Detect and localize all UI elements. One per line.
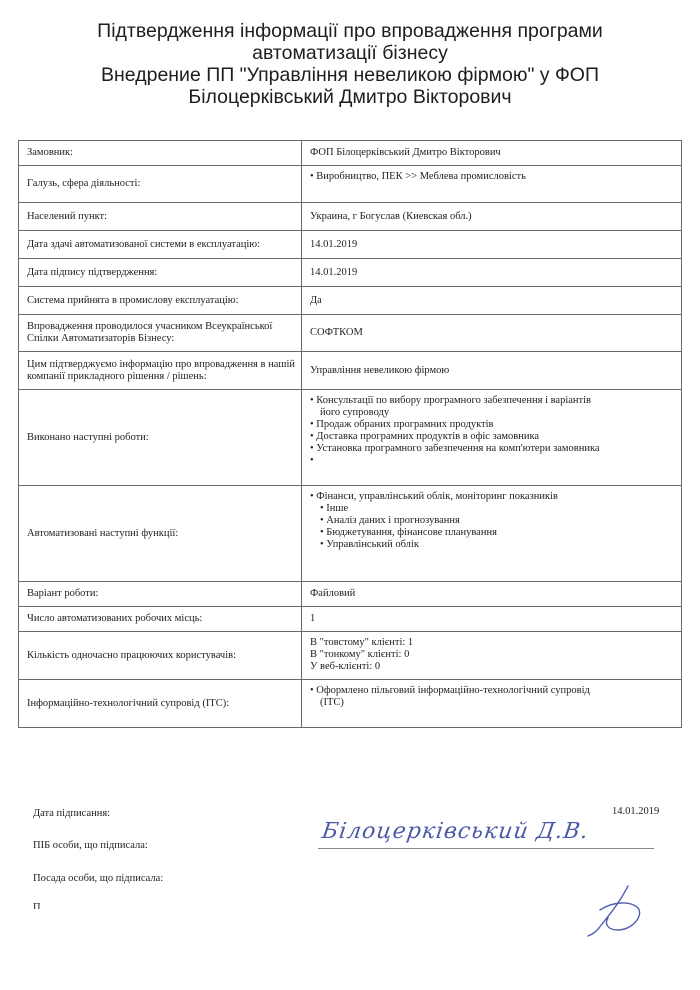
row-value: • Виробництво, ПЕК >> Меблева промисловість [302, 166, 682, 203]
title-line-4: Білоцерківський Дмитро Вікторович [188, 86, 512, 108]
row-value: • Фінанси, управлінський облік, моніторинг показників • Інше • Аналіз даних і прогнозування • Бюджетування, фінансове планування • Управлінський облік [302, 486, 682, 582]
table-row [19, 259, 682, 287]
cut-off-label: П [33, 902, 41, 909]
row-label: Галузь, сфера діяльності: [19, 166, 302, 203]
row-label: Замовник: [19, 141, 302, 166]
row-label: Варіант роботи: [19, 582, 302, 607]
table-row [19, 582, 682, 607]
row-value: Да [302, 287, 682, 315]
row-value: ФОП Білоцерківський Дмитро Вікторович [302, 141, 682, 166]
row-value: СОФТКОМ [302, 315, 682, 352]
row-label: Інформаційно-технологічний супровід (ІТС): [19, 680, 302, 728]
table-row [19, 315, 682, 352]
row-label: Дата підпису підтвердження: [19, 259, 302, 287]
row-label: Населений пункт: [19, 203, 302, 231]
title-line-2: автоматизації бізнесу [252, 42, 448, 64]
row-label: Дата здачі автоматизованої системи в експлуатацію: [19, 231, 302, 259]
row-value: • Консультації по вибору програмного забезпечення і варіантів його супроводу • Продаж обраних програмних продуктів • Доставка програмних продуктів в офіс замовника • Установка програмного забезпечення на комп'ютери замовника • [302, 390, 682, 486]
table-row [19, 203, 682, 231]
table-row [19, 141, 682, 166]
handwritten-signature-mark [580, 880, 650, 940]
signer-position-label: Посада особи, що підписала: [33, 873, 164, 884]
row-label: Число автоматизованих робочих місць: [19, 607, 302, 632]
table-row [19, 287, 682, 315]
row-label: Цим підтверджуємо інформацію про впровадження в нашій компанії прикладного рішення / рішень: [19, 352, 302, 390]
table-row [19, 607, 682, 632]
table-row [19, 486, 682, 582]
table-row [19, 632, 682, 680]
row-value: Украина, г Богуслав (Киевская обл.) [302, 203, 682, 231]
row-value: • Оформлено пільговий інформаційно-технологічний супровід (ІТС) [302, 680, 682, 728]
table-row [19, 390, 682, 486]
row-value: Файловий [302, 582, 682, 607]
row-label: Система прийнята в промислову експлуатацію: [19, 287, 302, 315]
row-value: 14.01.2019 [302, 259, 682, 287]
signer-name-label: ПІБ особи, що підписала: [33, 840, 148, 851]
title-line-3: Внедрение ПП "Управління невеликою фірмою" у ФОП [101, 64, 599, 86]
row-value: В "товстому" клієнті: 1 В "тонкому" клієнті: 0 У веб-клієнті: 0 [302, 632, 682, 680]
row-label: Виконано наступні роботи: [19, 390, 302, 486]
signature-line [318, 848, 654, 849]
row-value: Управління невеликою фірмою [302, 352, 682, 390]
row-label: Автоматизовані наступні функції: [19, 486, 302, 582]
info-table [18, 140, 682, 728]
table-row [19, 231, 682, 259]
document-title [0, 20, 700, 108]
row-label: Впровадження проводилося учасником Всеукраїнської Спілки Автоматизаторів Бізнесу: [19, 315, 302, 352]
signing-date-label: Дата підписання: [33, 808, 111, 819]
table-row [19, 680, 682, 728]
row-label: Кількість одночасно працюючих користувачів: [19, 632, 302, 680]
table-row [19, 352, 682, 390]
row-value: 1 [302, 607, 682, 632]
table-row [19, 166, 682, 203]
signer-name-handwritten: Білоцерківський Д.В. [320, 819, 591, 844]
row-value: 14.01.2019 [302, 231, 682, 259]
title-line-1: Підтвердження інформації про впровадження програми [97, 20, 603, 42]
signing-date-value: 14.01.2019 [612, 806, 660, 817]
